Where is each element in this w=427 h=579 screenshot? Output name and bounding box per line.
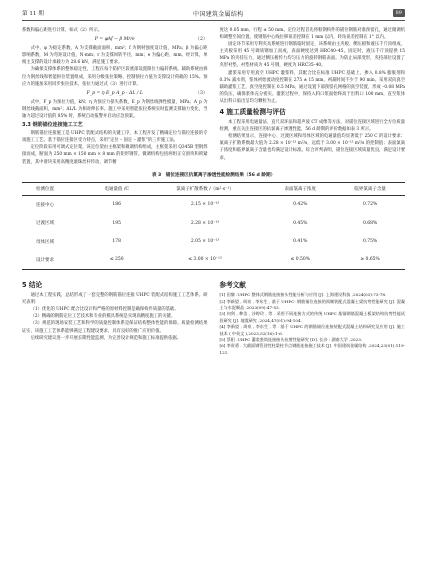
table-cell: 0.72% xyxy=(362,202,378,208)
table-header-cell: 临界氯离子含量 xyxy=(335,182,405,195)
conclusion-heading: 5 结论 xyxy=(22,281,43,290)
page-header xyxy=(22,6,405,21)
paragraph: 灌浆采用专用真空 UHPC 灌浆料，其配合比在标准 UHPC 基础上，掺入 0.8% 膨胀剂和 0.3% 减水剂，浆体初始流动度控制在 275 ± 15 mm，初凝时间不少于 90 min。采用双向真空辅助灌浆工艺，真空度控制在 0.5 MPa，通过设置下部预留孔网格的真空装置，形成 –0.08 MPa 的负压，确保浆体充分密实。灌浆过程中，保持入料口浆面始终高于出料口 100 mm，直至浆体从出料口溢出呈均匀颗粒为止。 xyxy=(219,70,405,104)
reference-item: [4] 李新望 , 周泉 , 李东生 , 等 . 基于 UHPC 的钢筋锚位连接装配式混凝土结构研究及应用 [J]. 施工技术 ( 中英文 ),2023,52(16):1-6. xyxy=(219,324,405,336)
table-header-cell: 表面氯离子浓度 xyxy=(265,182,335,195)
paragraph: （2）精确的钢筋定位工艺技术和专业的模具系统是实现高精度施工的关键。 xyxy=(30,314,176,320)
paragraph: 本工程采用电通量法、直尺双环法和超声波 CT 成像等方法，对锚位连接区域进行全方位质量检测，重点关注连接区的抗氯离子渗透性能，56 d 龄期的评价数据如表 3 所示。 xyxy=(219,120,405,133)
paragraph: 钢筋锚位连接施工是 UHPC 装配式结构的关键工序，本工程开发了精确定位与锚位连接的专项施工工艺。基于锚位连接区受力特点，采用“定位 – 固定 – 灌浆”的三步施工法。 xyxy=(22,131,208,144)
table-cell: 连接中心 xyxy=(36,202,54,208)
table-cell: ≤ 250 xyxy=(89,251,145,270)
conclusion-column xyxy=(22,278,208,356)
table-header-cell: 检测位置 xyxy=(22,182,89,195)
table-cell: 2.15 × 10⁻¹³ xyxy=(190,202,220,208)
table-cell: 过渡区域 xyxy=(36,221,54,227)
section-heading-4: 4 施工质量检测与评估 xyxy=(219,108,286,117)
table-cell: 178 xyxy=(112,239,122,245)
table-cell: 0.45% xyxy=(293,220,308,226)
page-number-badge: 89 xyxy=(393,9,405,17)
table-cell: 186 xyxy=(112,202,122,208)
formula-2 xyxy=(22,36,208,43)
table-cell: 0.41% xyxy=(293,239,308,245)
table-cell: 195 xyxy=(112,220,122,226)
section-heading-3-3: 3.3 钢筋锚位连接施工工艺 xyxy=(22,122,83,129)
paragraph: 定位阶段采用可调式定位架，该定位架由主框架和微调机构组成，主框架采用 Q345B 型钢焊接而成，断面为 250 mm × 150 mm × 8 mm 的矩形钢管。微调机构包括两组正交滑块和锁紧装置，其中滑块采用高精度滚珠丝杆传动，调节精 xyxy=(22,145,208,165)
table-cell: 0.68% xyxy=(362,220,378,226)
table-caption: 表 3 锚位连接区抗氯离子渗透性能检测结果（56 d 龄期） xyxy=(151,172,276,178)
paragraph: （3）规范的现场安装工艺和科学的质量控制体系是保证结构整体性能的保障。质量检测结果证实，该施工工艺体系能够满足工程建设要求，具有良好的推广应用价值。 xyxy=(22,321,208,334)
references-heading: 参考文献 xyxy=(219,281,246,290)
references-column xyxy=(220,278,406,356)
table-cell: ≤ 0.50% xyxy=(265,251,335,270)
left-column xyxy=(22,27,208,166)
table-header-cell: 氯离子扩散系数 /（m²·s⁻¹） xyxy=(145,182,266,195)
journal-title: 中国建筑金属结构 xyxy=(193,10,244,18)
paragraph: 式中，F_p 为预拉力值，kN；η 为预应力损失系数，E_p 为钢丝线弹性模量，MPa；A_p 为钢丝线截面积，mm²；ΔL/L 为相对伸长率。施工中采用智能张拉系统实时监测支撑轴力变化，当轴力超过设计值的 85% 时，系统自动报警并启动应急预案。 xyxy=(22,99,208,120)
paragraph: 为确保支撑体系的整体稳定性，工程在每个防护区段底部设置限位力偏转系统。辅助系统由拆位力钢丝线和智能拆位装置组成，采用分级张拉策略，控制预拉力值为支撑设计荷载的 15%。预应力的施加采用同步张拉技术，张拉力通过式（3）进行计算。 xyxy=(22,67,208,87)
table-cell: 2.28 × 10⁻¹³ xyxy=(190,220,220,226)
formula-number: （2） xyxy=(195,37,208,43)
table-cell: 0.75% xyxy=(362,239,378,245)
table-cell: ≤ 3.00 × 10⁻¹³ xyxy=(145,251,266,270)
paragraph: 式中，φ 为稳定系数，A 为支撑截面面积，mm²；f 为钢材强度设计值，MPa；β 为偏心距影响系数，M 为弯矩设计值，N·mm；r 为支撑回转半径，mm；e 为偏心距，mm。经计算，单根主支撑的设计承载力为 28.6 kN，满足施工要求。 xyxy=(22,46,208,66)
formula-expression: P = φAf − β Mr/e xyxy=(94,37,135,43)
paragraph: 检测结果显示，连接中心、过渡区域和母体区域的电通量值均显著低于 250 C 的设计要求；氯离子扩散系数最大值为 2.28 × 10⁻¹³ m²/s，远低于 3.00 × 10⁻¹³ m²/s 的控制值；表面氯离子浓度和临界氯离子含量也均满足设计标准。综合评判表明，锚位连接区域质量优良，满足设计要求。 xyxy=(219,134,405,161)
paragraph: 后续研究建议进一步开展长期性能监测，为完善设计规范和施工标准提供依据。 xyxy=(30,335,181,341)
table-row xyxy=(22,232,405,250)
paragraph: （1）优化的 UHPC 配合比设计和严格的原材料控制是确保构件质量的基础。 xyxy=(30,307,179,313)
table-header-cell: 电通量值 /C xyxy=(89,182,145,195)
table-row xyxy=(22,251,405,270)
two-column-body xyxy=(22,27,405,166)
reference-item: [6] 李贵勇 . 大截面钢管劲性柱梁柱节点钢筋连接施工技术 [J]. 中国建筑金属结构 ,2024,23(01):119-121. xyxy=(219,343,405,355)
paragraph: 固定环节采用专利夹具系统进行钢筋临时固定，该系统由主夹板、侧压板和液压千斤顶组成，主夹板采用 45 号调质钢加工而成，表面硬度达到 HRC40–45。固定时，液压千斤顶提供 15 MPa 的夹持压力，通过侧压板传力均匀压力的旋转钢筋表面。为防止局部变形，夹持部位设置了夹形衬垫，衬垫材质为 45 号钢，硬度为 HRC35–40。 xyxy=(219,42,405,69)
right-column xyxy=(220,27,406,166)
paragraph: 度达 0.05 mm，行程 ± 50 mm。定位过程首先将框钢构件的锚位钢筋对准预留孔，通过微调机构调整至间位置，使钢筋中心线位移误差控制在 1 mm 以内，转角误差控制在 1° 以内。 xyxy=(219,28,405,41)
reference-list xyxy=(220,292,406,356)
table-cell: 设计要求 xyxy=(22,251,89,270)
table-row xyxy=(22,214,405,232)
reference-item: [3] 何剑 , 种浩 , 沙婷玲 , 等 . 采用不同连接方式的传统 UHPC 基锚钢筋混凝土板架结构抗弯性能试验研究 [J]. 地震研究 ,2024,47(01):94-104. xyxy=(219,311,405,323)
paragraph: 通过本工程实践，总结形成了一套完整的钢筋锚位连接 UHPC 装配式结构施工工艺体系。研究表明： xyxy=(22,293,208,306)
bottom-two-column xyxy=(22,278,405,356)
table-cell: 2.05 × 10⁻¹³ xyxy=(190,239,220,245)
issue-number: 第 11 期 xyxy=(22,11,44,17)
reference-item: [5] 蔡阳 .UHPC 灌浆套筒连接接头抗剪性能研究 [D]. 长沙 : 湖南大学 ,2023. xyxy=(219,336,363,342)
formula-number: （3） xyxy=(195,90,208,96)
table-header-row xyxy=(22,182,405,195)
table-row xyxy=(22,195,405,214)
table-cell: 母体区域 xyxy=(36,239,54,245)
reference-item: [1] 田黎 .UHPC 整体式钢筋连接接头性能分析与应用 [J]. 上海建设科技 ,2024(03):73-78. xyxy=(219,292,387,298)
formula-3 xyxy=(22,90,208,97)
table-cell: ≥ 0.65% xyxy=(335,251,405,270)
formula-expression: F_p = η E_p A_p · ΔL / L xyxy=(86,90,143,96)
paragraph: 系数和偏心距进行计算，如式（2）所示。 xyxy=(22,28,103,33)
results-table xyxy=(22,182,405,271)
reference-item: [2] 李新望 , 周泉 , 李东生 , 基于 UHPC- 钢筋锚位连接的预制装配式混凝土梁抗弯性能研究 [J]. 混凝土与水泥制品 ,2023(09):47-53. xyxy=(219,298,405,310)
table-cell: 0.42% xyxy=(293,202,308,208)
